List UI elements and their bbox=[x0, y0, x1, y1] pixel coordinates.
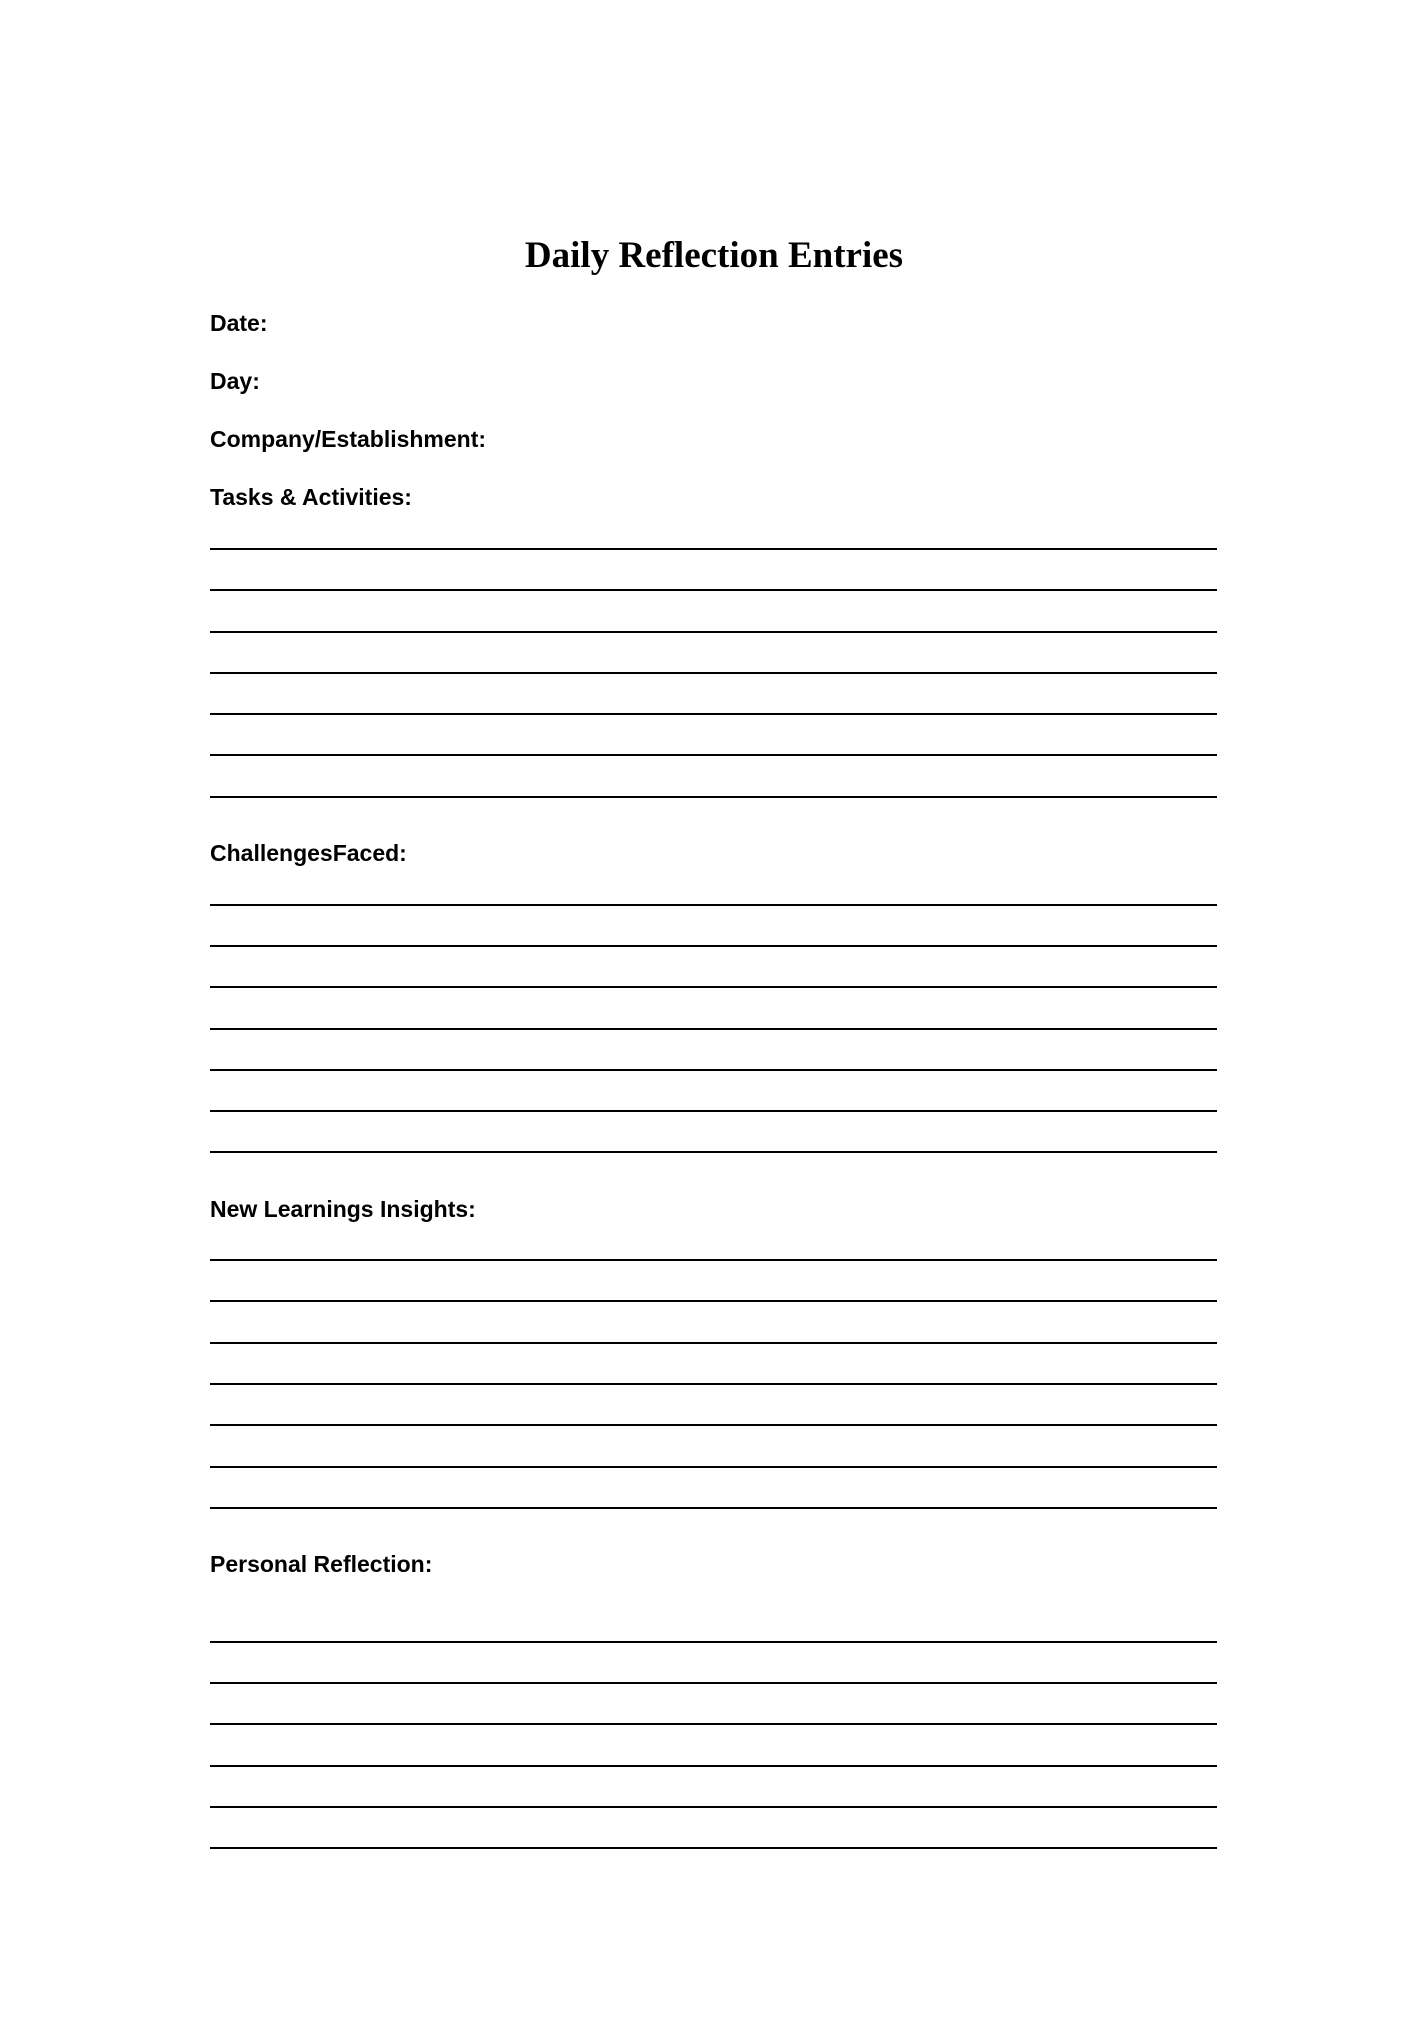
writing-line bbox=[210, 754, 1217, 756]
writing-line bbox=[210, 1723, 1217, 1725]
date-label: Date: bbox=[210, 310, 268, 336]
writing-line bbox=[210, 548, 1217, 550]
writing-line bbox=[210, 1424, 1217, 1426]
company-establishment-label: Company/Establishment: bbox=[210, 426, 487, 452]
writing-line bbox=[210, 589, 1217, 591]
writing-line bbox=[210, 1507, 1217, 1509]
writing-line bbox=[210, 796, 1217, 798]
writing-line bbox=[210, 1110, 1217, 1112]
writing-line bbox=[210, 1342, 1217, 1344]
writing-line bbox=[210, 1466, 1217, 1468]
writing-line bbox=[210, 713, 1217, 715]
writing-line bbox=[210, 1069, 1217, 1071]
new-learnings-insights-label: New Learnings Insights: bbox=[210, 1196, 476, 1222]
writing-line bbox=[210, 1028, 1217, 1030]
writing-line bbox=[210, 1806, 1217, 1808]
writing-line bbox=[210, 631, 1217, 633]
challenges-faced-label: ChallengesFaced: bbox=[210, 840, 407, 866]
writing-line bbox=[210, 672, 1217, 674]
writing-line bbox=[210, 1383, 1217, 1385]
writing-line bbox=[210, 1765, 1217, 1767]
writing-line bbox=[210, 986, 1217, 988]
writing-line bbox=[210, 1300, 1217, 1302]
writing-line bbox=[210, 1259, 1217, 1261]
page-title: Daily Reflection Entries bbox=[524, 235, 904, 276]
writing-line bbox=[210, 1847, 1217, 1849]
writing-line bbox=[210, 1682, 1217, 1684]
personal-reflection-label: Personal Reflection: bbox=[210, 1551, 433, 1577]
tasks-activities-label: Tasks & Activities: bbox=[210, 484, 412, 510]
writing-line bbox=[210, 1641, 1217, 1643]
writing-line bbox=[210, 945, 1217, 947]
writing-line bbox=[210, 904, 1217, 906]
day-label: Day: bbox=[210, 368, 260, 394]
writing-line bbox=[210, 1151, 1217, 1153]
